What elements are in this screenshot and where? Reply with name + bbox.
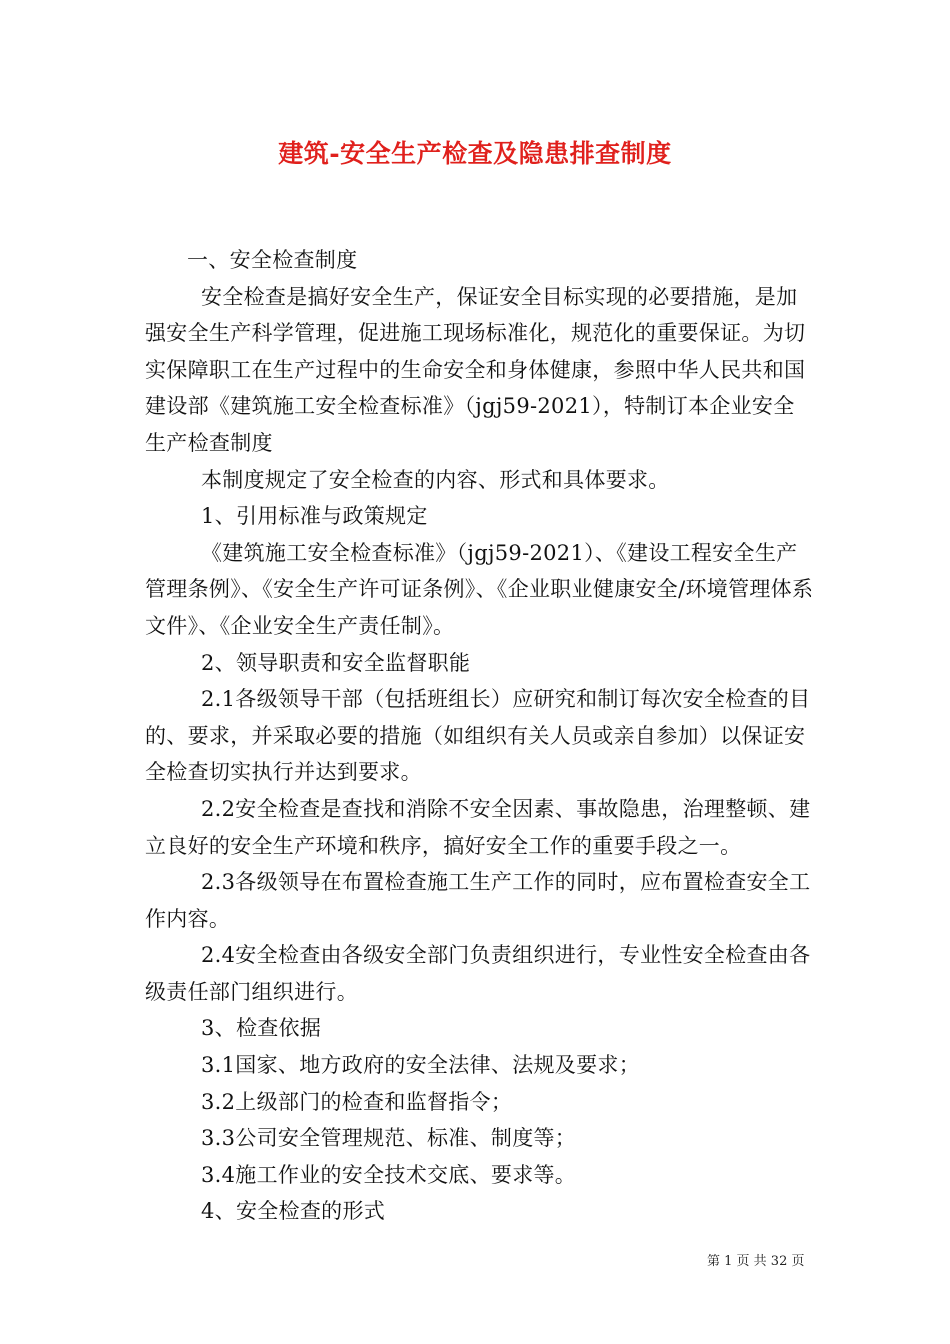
subsection-heading-4: 4、安全检查的形式 — [201, 1199, 386, 1224]
clause-2-3: 2.3各级领导在布置检查施工生产工作的同时，应布置检查安全工作内容。 — [145, 870, 811, 931]
paragraph-intro: 安全检查是搞好安全生产，保证安全目标实现的必要措施，是加强安全生产科学管理，促进施工现场标准化，规范化的重要保证。为切实保障职工在生产过程中的生命安全和身体健康，参照中华人民共和国建设部《建筑施工安全检查标准》（jgj59-2021），特制订本企业安全生产检查制度 — [145, 284, 806, 455]
clause-2-1: 2.1各级领导干部（包括班组长）应研究和制订每次安全检查的目的、要求，并采取必要的措施（如组织有关人员或亲自参加）以保证安全检查切实执行并达到要求。 — [145, 687, 811, 785]
subsection-heading-2: 2、领导职责和安全监督职能 — [201, 650, 471, 675]
section-heading-1: 一、安全检查制度 — [187, 248, 358, 272]
subsection-heading-3: 3、检查依据 — [201, 1016, 322, 1041]
clause-3-3: 3.3公司安全管理规范、标准、制度等； — [201, 1126, 577, 1151]
paragraph-standards: 《建筑施工安全检查标准》（jgj59-2021）、《建设工程安全生产管理条例》、《安全生产许可证条例》、《企业职业健康安全/环境管理体系文件》、《企业安全生产责任制》。 — [145, 540, 814, 638]
clause-3-1: 3.1国家、地方政府的安全法律、法规及要求； — [201, 1053, 640, 1078]
page-number: 第 1 页 共 32 页 — [707, 1254, 805, 1269]
paragraph-scope: 本制度规定了安全检查的内容、形式和具体要求。 — [201, 467, 670, 492]
subsection-heading-1: 1、引用标准与政策规定 — [201, 504, 428, 529]
clause-3-2: 3.2上级部门的检查和监督指令； — [201, 1089, 513, 1114]
document-body — [145, 242, 815, 1230]
document-title: 建筑-安全生产检查及隐患排查制度 — [278, 139, 672, 168]
clause-2-2: 2.2安全检查是查找和消除不安全因素、事故隐患，治理整顿、建立良好的安全生产环境和秩序，搞好安全工作的重要手段之一。 — [145, 796, 811, 858]
clause-3-4: 3.4施工作业的安全技术交底、要求等。 — [201, 1162, 577, 1187]
clause-2-4: 2.4安全检查由各级安全部门负责组织进行，专业性安全检查由各级责任部门组织进行。 — [145, 943, 811, 1004]
